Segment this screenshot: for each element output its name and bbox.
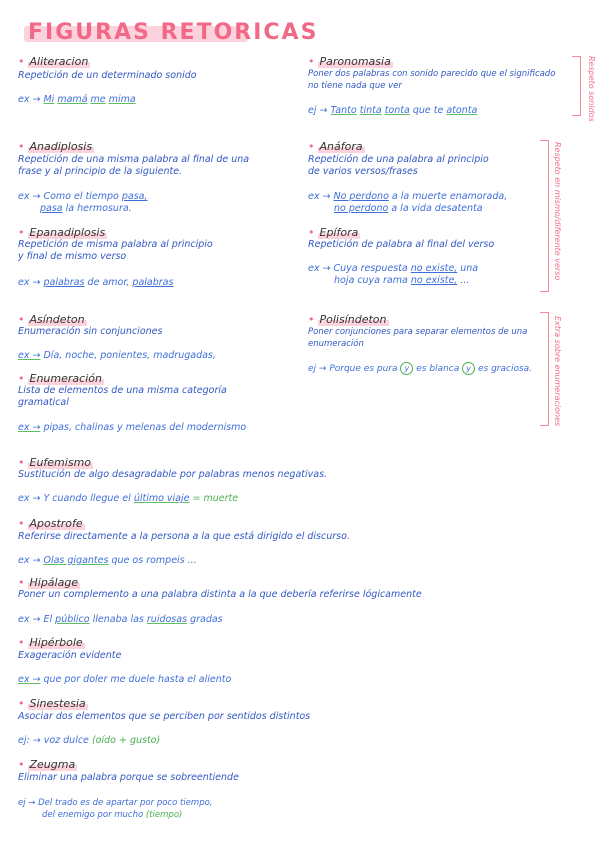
- bullet-icon: •: [18, 456, 25, 469]
- definition-hipalage: Poner un complemento a una palabra distinta a la que debería referirse lógicamente: [18, 589, 422, 600]
- bullet-icon: •: [18, 758, 25, 771]
- example-paronomasia: ej → Tanto tinta tonta que te atonta: [308, 105, 478, 116]
- example-zeugma: ej → Del trado es de apartar por poco tiempo, del enemigo por mucho (tiempo): [18, 798, 213, 820]
- bullet-icon: •: [18, 55, 25, 68]
- definition-epifora: Repetición de palabra al final del verso: [308, 239, 495, 250]
- definition-anafora: Repetición de una palabra al principio de varios versos/frases: [308, 154, 489, 177]
- heading-sinestesia: • Sinestesia: [18, 697, 86, 710]
- definition-zeugma: Eliminar una palabra porque se sobreentiende: [18, 772, 239, 783]
- example-epifora: ex → Cuya respuesta no existe, una hoja cuya rama no existe, ...: [308, 263, 479, 286]
- heading-hipalage: • Hipálage: [18, 576, 79, 589]
- definition-epanadiplosis: Repetición de misma palabra al principio y final de mismo verso: [18, 239, 213, 262]
- bracket-verso: [540, 140, 549, 292]
- heading-epifora: • Epífora: [308, 226, 359, 239]
- example-enumeracion: ex → pipas, chalinas y melenas del modernismo: [18, 422, 247, 433]
- definition-apostrofe: Referirse directamente a la persona a la que está dirigido el discurso.: [18, 531, 350, 542]
- definition-anadiplosis: Repetición de una misma palabra al final de una frase y al principio de la siguiente.: [18, 154, 250, 177]
- side-note-enumeraciones: Extra sobre enumeraciones: [553, 316, 562, 427]
- bracket-enumeraciones: [540, 312, 549, 426]
- bullet-icon: •: [308, 226, 315, 239]
- example-eufemismo: ex → Y cuando llegue el último viaje = muerte: [18, 493, 239, 504]
- heading-aliteracion: • Aliteracion: [18, 55, 89, 68]
- bullet-icon: •: [18, 140, 25, 153]
- bullet-icon: •: [18, 576, 25, 589]
- example-aliteracion: ex → Mi mamá me mima: [18, 94, 136, 105]
- heading-hiperbole: • Hipérbole: [18, 636, 83, 649]
- bullet-icon: •: [18, 313, 25, 326]
- heading-zeugma: • Zeugma: [18, 758, 76, 771]
- heading-paronomasia: • Paronomasia: [308, 55, 391, 68]
- example-anafora: ex → No perdono a la muerte enamorada, no perdono a la vida desatenta: [308, 191, 508, 214]
- heading-asindeton: • Asíndeton: [18, 313, 85, 326]
- bullet-icon: •: [18, 372, 25, 385]
- side-note-sonidos: Respeto sonidos: [587, 56, 596, 122]
- example-apostrofe: ex → Olas gigantes que os rompeis ...: [18, 555, 197, 566]
- definition-sinestesia: Asociar dos elementos que se perciben por sentidos distintos: [18, 711, 311, 722]
- side-note-verso: Respeto en mismo/diferente verso: [553, 142, 562, 281]
- heading-enumeracion: • Enumeración: [18, 372, 102, 385]
- heading-polisindeton: • Polisíndeton: [308, 313, 387, 326]
- definition-enumeracion: Lista de elementos de una misma categoría gramatical: [18, 385, 227, 408]
- bullet-icon: •: [308, 313, 315, 326]
- definition-paronomasia: Poner dos palabras con sonido parecido que el significado no tiene nada que ver: [308, 69, 556, 91]
- heading-anafora: • Anáfora: [308, 140, 363, 153]
- bracket-sonidos: [572, 56, 581, 116]
- page-title: FIGURAS RETORICAS: [28, 20, 319, 45]
- heading-eufemismo: • Eufemismo: [18, 456, 92, 469]
- definition-aliteracion: Repetición de un determinado sonido: [18, 70, 197, 81]
- example-polisindeton: ej → Porque es pura y es blanca y es graciosa.: [308, 364, 533, 374]
- example-hiperbole: ex → que por doler me duele hasta el aliento: [18, 674, 232, 685]
- bullet-icon: •: [308, 55, 315, 68]
- bullet-icon: •: [18, 226, 25, 239]
- heading-apostrofe: • Apostrofe: [18, 517, 83, 530]
- example-hipalage: ex → El público llenaba las ruidosas gradas: [18, 614, 223, 625]
- heading-epanadiplosis: • Epanadiplosis: [18, 226, 106, 239]
- example-anadiplosis: ex → Como el tiempo pasa, pasa la hermosura.: [18, 191, 148, 214]
- definition-eufemismo: Sustitución de algo desagradable por palabras menos negativas.: [18, 469, 328, 480]
- definition-polisindeton: Poner conjunciones para separar elementos de una enumeración: [308, 327, 528, 349]
- example-epanadiplosis: ex → palabras de amor, palabras: [18, 277, 174, 288]
- example-asindeton: ex → Día, noche, ponientes, madrugadas,: [18, 350, 216, 361]
- definition-asindeton: Enumeración sin conjunciones: [18, 326, 163, 337]
- bullet-icon: •: [308, 140, 315, 153]
- bullet-icon: •: [18, 697, 25, 710]
- definition-hiperbole: Exageración evidente: [18, 650, 122, 661]
- bullet-icon: •: [18, 517, 25, 530]
- example-sinestesia: ej: → voz dulce (oído + gusto): [18, 735, 161, 746]
- heading-anadiplosis: • Anadiplosis: [18, 140, 93, 153]
- bullet-icon: •: [18, 636, 25, 649]
